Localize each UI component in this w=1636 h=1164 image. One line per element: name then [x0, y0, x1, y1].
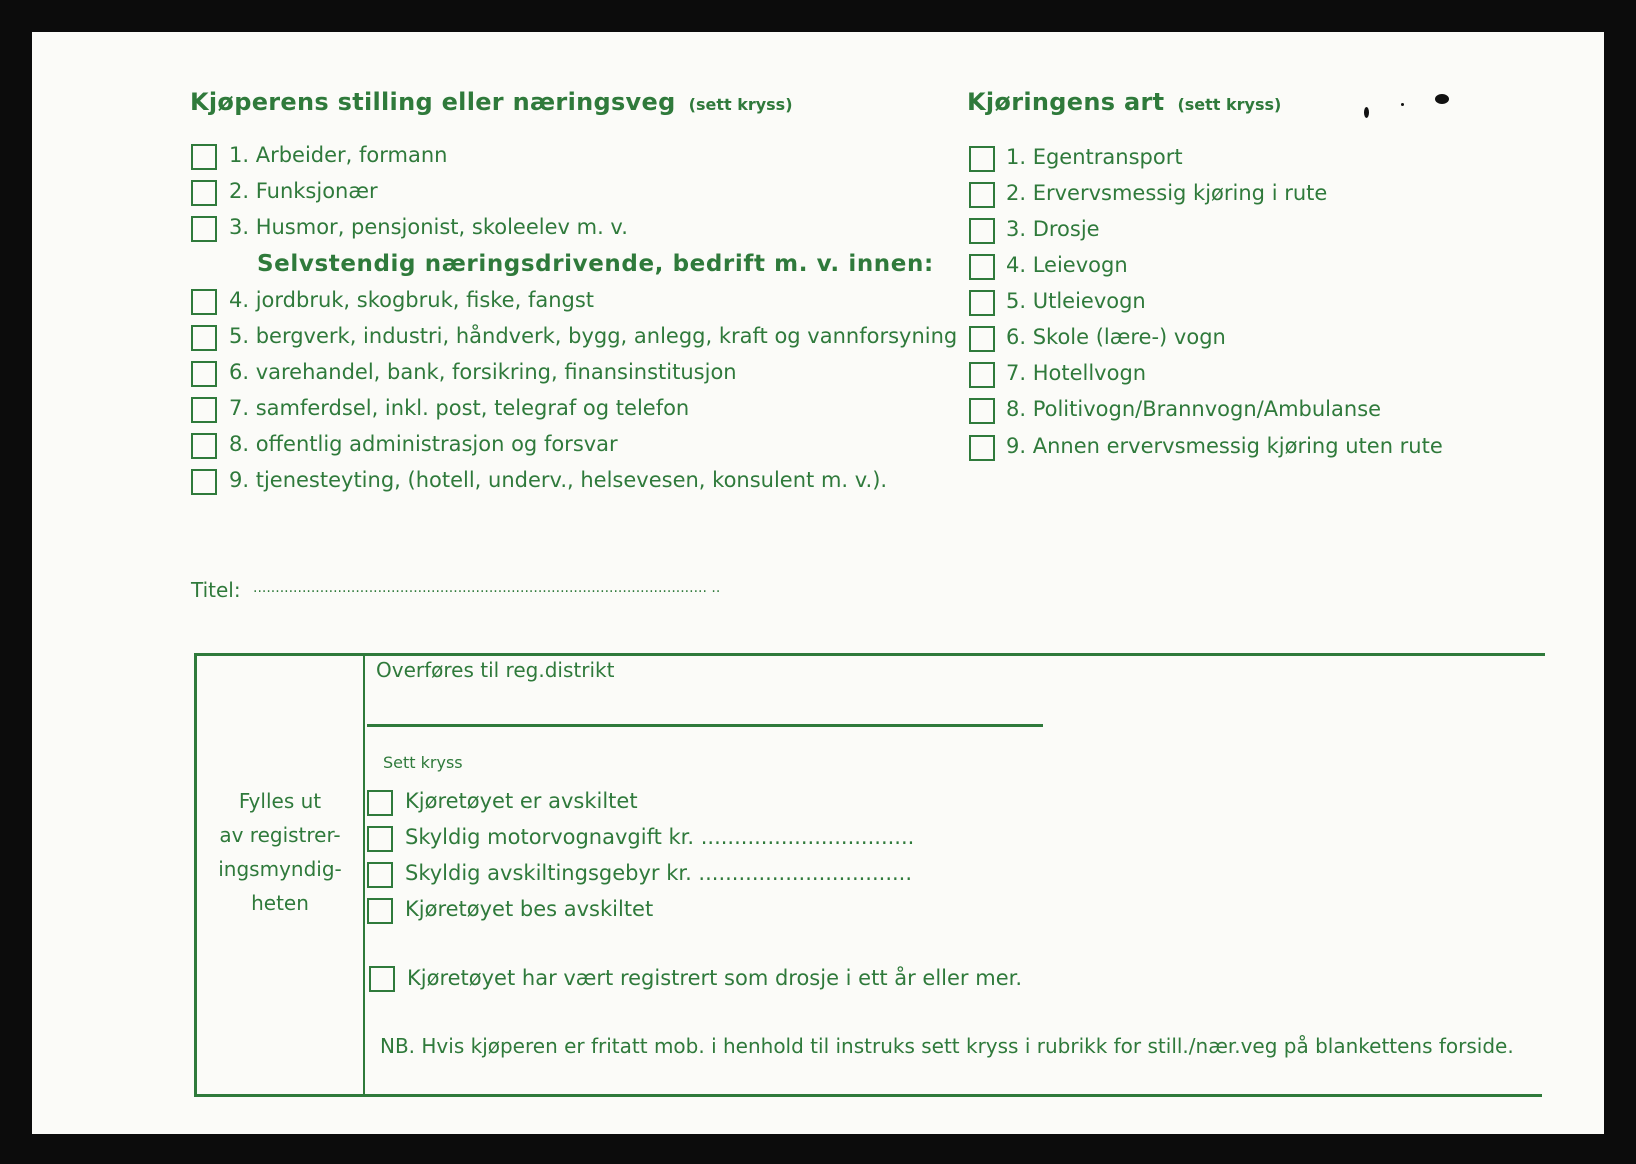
deregistered-checkbox[interactable]	[367, 790, 393, 816]
vehicle-tax-label: Skyldig motorvognavgift kr. ................................	[405, 825, 915, 849]
driving-checkbox-9[interactable]	[969, 435, 995, 461]
occupation-label-3: 3. Husmor, pensjonist, skoleelev m. v.	[229, 215, 628, 239]
driving-checkbox-3[interactable]	[969, 218, 995, 244]
request-deregistration-checkbox[interactable]	[367, 898, 393, 924]
occupation-checkbox-6[interactable]	[191, 361, 217, 387]
driving-label-1: 1. Egentransport	[1006, 145, 1183, 169]
side-label-line-2: av registrer-	[219, 823, 341, 847]
right-heading-row	[967, 88, 1281, 116]
driving-label-8: 8. Politivogn/Brannvogn/Ambulanse	[1006, 397, 1382, 421]
buyer-occupation-note: (sett kryss)	[688, 95, 793, 114]
taxi-history-label: Kjøretøyet har vært registrert som drosje i ett år eller mer.	[407, 966, 1022, 990]
deregistration-fee-checkbox[interactable]	[367, 862, 393, 888]
occupation-label-8: 8. offentlig administrasjon og forsvar	[229, 432, 618, 456]
occupation-label-2: 2. Funksjonær	[229, 179, 378, 203]
request-deregistration-label: Kjøretøyet bes avskiltet	[405, 897, 654, 921]
driving-checkbox-1[interactable]	[969, 146, 995, 172]
side-label-line-3: ingsmyndig-	[218, 857, 342, 881]
registry-box-top-border	[194, 653, 1545, 656]
occupation-checkbox-3[interactable]	[191, 216, 217, 242]
occupation-label-7: 7. samferdsel, inkl. post, telegraf og telefon	[229, 396, 690, 420]
occupation-checkbox-7[interactable]	[191, 397, 217, 423]
taxi-history-checkbox[interactable]	[369, 966, 395, 992]
registry-box-divider	[363, 653, 365, 1094]
transfer-district-input-line[interactable]	[367, 724, 1043, 727]
driving-label-5: 5. Utleievogn	[1006, 289, 1146, 313]
driving-label-7: 7. Hotellvogn	[1006, 361, 1147, 385]
occupation-label-9: 9. tjenesteyting, (hotell, underv., helsevesen, konsulent m. v.).	[229, 468, 888, 492]
ink-speck	[1401, 103, 1404, 106]
occupation-checkbox-9[interactable]	[191, 469, 217, 495]
ink-speck	[1364, 107, 1369, 118]
mark-instruction-label: Sett kryss	[383, 753, 463, 772]
vehicle-tax-checkbox[interactable]	[367, 826, 393, 852]
buyer-occupation-heading: Kjøperens stilling eller næringsveg	[190, 88, 676, 116]
driving-checkbox-7[interactable]	[969, 362, 995, 388]
self-employed-subheading: Selvstendig næringsdrivende, bedrift m. v. innen:	[257, 251, 934, 277]
driving-type-note: (sett kryss)	[1177, 95, 1282, 114]
occupation-label-1: 1. Arbeider, formann	[229, 143, 448, 167]
title-input-line[interactable]: ...................................................................................................... ..	[253, 580, 721, 596]
driving-label-2: 2. Ervervsmessig kjøring i rute	[1006, 181, 1328, 205]
transfer-district-label: Overføres til reg.distrikt	[376, 658, 615, 682]
driving-label-9: 9. Annen ervervsmessig kjøring uten rute	[1006, 434, 1443, 458]
deregistration-fee-label: Skyldig avskiltingsgebyr kr. ................................	[405, 861, 913, 885]
driving-checkbox-8[interactable]	[969, 398, 995, 424]
side-label-line-4: heten	[251, 891, 309, 915]
left-heading-row	[190, 88, 793, 116]
occupation-checkbox-8[interactable]	[191, 433, 217, 459]
driving-checkbox-4[interactable]	[969, 254, 995, 280]
title-label: Titel:	[191, 578, 241, 602]
occupation-checkbox-1[interactable]	[191, 144, 217, 170]
occupation-label-6: 6. varehandel, bank, forsikring, finansinstitusjon	[229, 360, 737, 384]
driving-checkbox-2[interactable]	[969, 182, 995, 208]
occupation-label-5: 5. bergverk, industri, håndverk, bygg, anlegg, kraft og vannforsyning	[229, 324, 958, 348]
driving-type-heading: Kjøringens art	[967, 88, 1165, 116]
side-label-line-1: Fylles ut	[238, 789, 322, 813]
driving-label-6: 6. Skole (lære-) vogn	[1006, 325, 1226, 349]
ink-speck	[1435, 94, 1449, 104]
deregistered-label: Kjøretøyet er avskiltet	[405, 789, 638, 813]
occupation-checkbox-2[interactable]	[191, 180, 217, 206]
occupation-checkbox-4[interactable]	[191, 289, 217, 315]
registry-side-label	[197, 784, 363, 920]
driving-checkbox-6[interactable]	[969, 326, 995, 352]
driving-label-4: 4. Leievogn	[1006, 253, 1128, 277]
registry-box-bottom-border	[194, 1094, 1542, 1097]
driving-label-3: 3. Drosje	[1006, 217, 1100, 241]
nb-note: NB. Hvis kjøperen er fritatt mob. i henhold til instruks sett kryss i rubrikk for still./nær.veg på blankettens forside.	[380, 1034, 1514, 1058]
driving-checkbox-5[interactable]	[969, 290, 995, 316]
occupation-label-4: 4. jordbruk, skogbruk, fiske, fangst	[229, 288, 595, 312]
occupation-checkbox-5[interactable]	[191, 325, 217, 351]
